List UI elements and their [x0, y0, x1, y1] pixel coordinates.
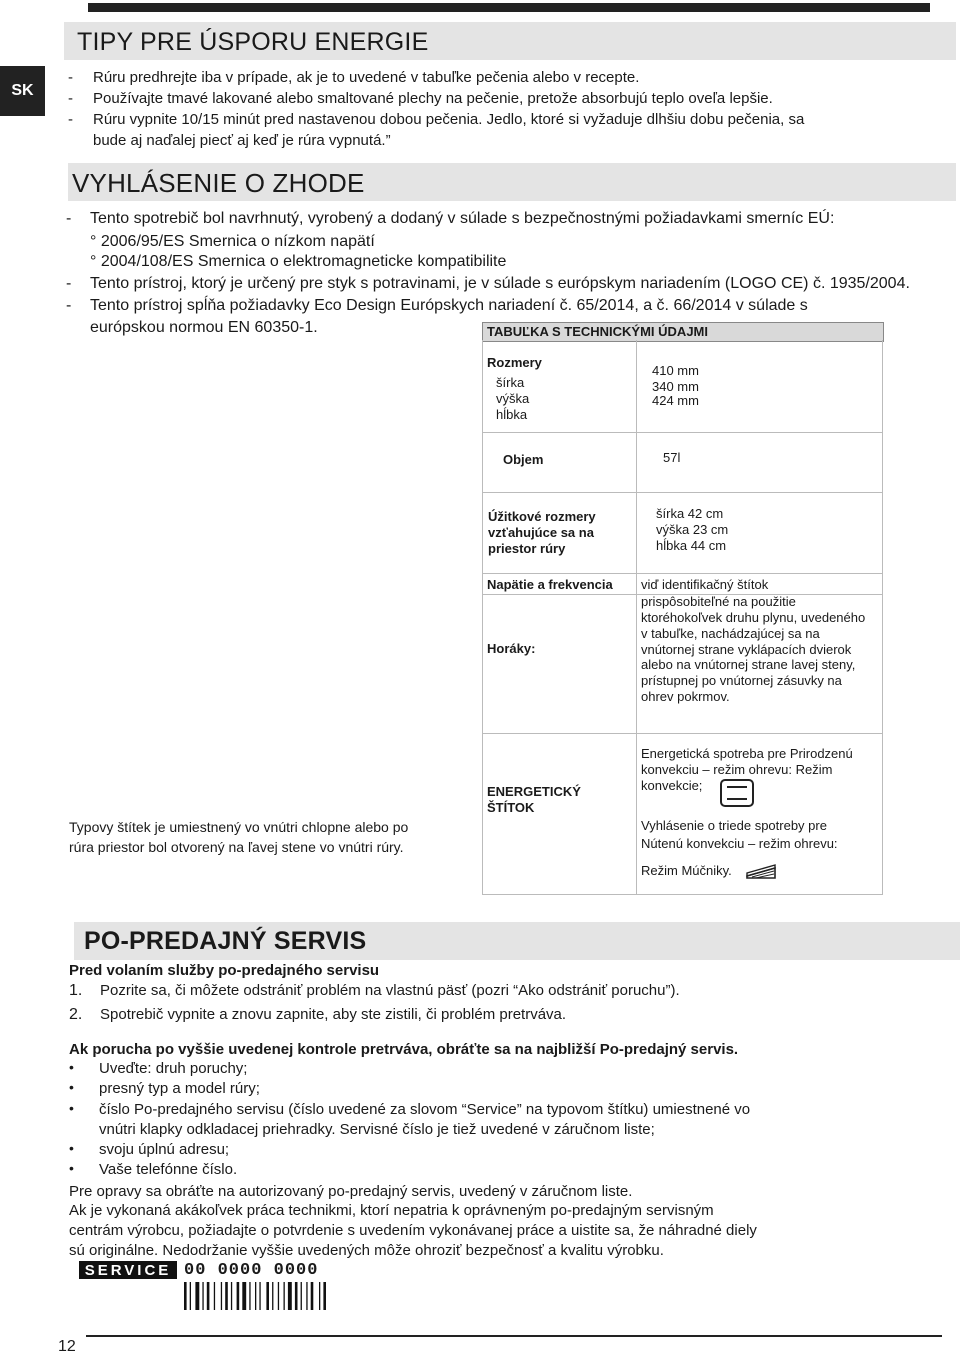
table-row-divider [482, 573, 882, 574]
table-left-border [482, 340, 483, 895]
energy-label-2: ŠTÍTOK [487, 800, 535, 815]
plate-note-2: rúra priestor bol otvorený na ľavej stene vo vnútri rúry. [69, 839, 404, 855]
decl-line-3: Tento prístroj spĺňa požiadavky Eco Design Európskych nariadení č. 65/2014, a č. 66/2014 v súlade s [90, 297, 808, 314]
tip-dash: - [68, 111, 73, 128]
bullet-dot: • [69, 1160, 74, 1176]
bullet-dot: • [69, 1079, 74, 1095]
table-row-divider [482, 733, 882, 734]
energy-value-1: Energetická spotreba pre Prirodzenú [641, 746, 853, 761]
uzitkove-value-3: hĺbka 44 cm [656, 538, 727, 553]
service-number: 00 0000 0000 [184, 1261, 319, 1280]
decl-directive-1-text: 2006/95/ES Smernica o nízkom napätí [100, 233, 375, 250]
horaky-line-5: alebo na vnútornej strane lavej steny, [641, 657, 856, 672]
pastry-mode-icon [744, 856, 778, 882]
horaky-line-3: v tabuľke, nachádzajúcej sa na [641, 626, 820, 641]
napatie-label: Napätie a frekvencia [487, 577, 613, 592]
tech-table-title: TABUĽKA S TECHNICKÝMI ÚDAJMI [487, 324, 708, 339]
horaky-line-6: prístupnej po vnútornej zásuvky na [641, 673, 842, 688]
table-right-border [882, 340, 883, 895]
bullet-1: Uveďte: druh poruchy; [99, 1060, 248, 1077]
uzitkove-value-1: šírka 42 cm [656, 506, 724, 521]
service-para-1: Pre opravy sa obráťte na autorizovaný po-predajný servis, uvedený v záručnom liste. [69, 1183, 633, 1200]
uzitkove-label-1: Úžitkové rozmery [488, 509, 596, 524]
tip-3-cont: bude aj naďalej piecť aj keď je rúra vypnutá.” [93, 132, 391, 149]
energy-label-1: ENERGETICKÝ [487, 784, 581, 799]
table-column-divider [636, 340, 637, 895]
energy-value-5: Nútenú konvekciu – režim ohrevu: [641, 836, 838, 851]
horaky-label: Horáky: [487, 641, 536, 656]
energy-value-3: konvekcie; [641, 778, 703, 793]
bullet-3: číslo Po-predajného servisu (číslo uvedené za slovom “Service” na typovom štítku) umiestnené vo [99, 1101, 751, 1118]
service-subtitle: Pred volaním služby po-predajného servisu [69, 962, 380, 979]
tip-dash: - [68, 90, 73, 107]
dim-width-label: šírka [496, 375, 525, 390]
decl-dash: - [66, 275, 72, 292]
table-bottom-border [482, 894, 882, 895]
service-para-2a: Ak je vykonaná akákoľvek práca technikmi, ktorí nepatria k oprávneným po-predajným servisným [69, 1202, 714, 1219]
step-2-text: Spotrebič vypnite a znovu zapnite, aby ste zistili, či problém pretrváva. [100, 1006, 567, 1023]
decl-line-3-cont: európskou normou EN 60350-1. [90, 319, 318, 336]
decl-directive-2-text: 2004/108/ES Smernica o elektromagneticke kompatibilite [100, 253, 507, 270]
energy-value-2: konvekciu – režim ohrevu: Režim [641, 762, 833, 777]
uzitkove-value-2: výška 23 cm [656, 522, 729, 537]
bullet-5: Vaše telefónne číslo. [99, 1161, 238, 1178]
page-number: 12 [58, 1338, 76, 1355]
tip-3: Rúru vypnite 10/15 minút pred nastavenou dobou pečenia. Jedlo, ktoré si vyžaduje dlhšiu dobu pečenia, sa [93, 111, 805, 128]
contact-heading: Ak porucha po vyššie uvedenej kontrole pretrváva, obráťte sa na najbližší Po-predajný servis. [69, 1041, 739, 1058]
bullet-2: presný typ a model rúry; [99, 1080, 260, 1097]
bullet-dot: • [69, 1100, 74, 1116]
decl-directive-1: ° 2006/95/ES Smernica o nízkom napätí [90, 233, 375, 250]
tip-2: Používajte tmavé lakované alebo smaltované plechy na pečenie, pretože absorbujú teplo oveľa lepšie. [93, 90, 773, 107]
horaky-line-4: vnútornej strane vyklápacích dvierok [641, 642, 852, 657]
bullet-dot: • [69, 1059, 74, 1075]
service-para-2b: centrám výrobcu, požiadajte o potvrdenie s uvedením vykonávanej práce a uistite sa, že náhradné diely [69, 1222, 757, 1239]
objem-value: 57l [663, 450, 681, 465]
uzitkove-label-3: priestor rúry [488, 541, 566, 556]
service-title: PO-PREDAJNÝ SERVIS [84, 927, 367, 955]
service-para-2c: sú originálne. Nedodržanie vyššie uvedených môže ohroziť bezpečnosť a kvalitu výrobku. [69, 1242, 664, 1259]
energy-tips-title: TIPY PRE ÚSPORU ENERGIE [77, 28, 429, 56]
convection-oven-icon [720, 779, 754, 807]
decl-dash: - [66, 210, 72, 227]
horaky-line-2: ktoréhokoľvek druhu plynu, uvedeného [641, 610, 866, 625]
step-1-text: Pozrite sa, či môžete odstrániť problém na vlastnú päsť (pozri “Ako odstrániť poruchu”). [100, 982, 680, 999]
step-2-number: 2. [69, 1006, 83, 1023]
horaky-line-7: ohrev pokrmov. [641, 689, 730, 704]
language-tab: SK [0, 66, 45, 116]
napatie-value: viď identifikačný štítok [641, 577, 769, 592]
bullet-dot: • [69, 1140, 74, 1156]
barcode-icon [184, 1282, 352, 1310]
decl-line-1: Tento spotrebič bol navrhnutý, vyrobený a dodaný v súlade s bezpečnostnými požiadavkami smerníc EÚ: [90, 210, 835, 227]
bullet-3-cont: vnútri klapky odkladacej priehradky. Servisné číslo je tiež uvedené v záručnom liste; [99, 1121, 655, 1138]
dim-depth-label: hĺbka [496, 407, 528, 422]
bullet-4: svoju úplnú adresu; [99, 1141, 230, 1158]
declaration-title: VYHLÁSENIE O ZHODE [72, 168, 365, 198]
tip-dash: - [68, 69, 73, 86]
service-label-badge: SERVICE [79, 1261, 177, 1279]
decl-directive-2: ° 2004/108/ES Smernica o elektromagneticke kompatibilite [90, 253, 507, 270]
tip-1: Rúru predhrejte iba v prípade, ak je to uvedené v tabuľke pečenia alebo v recepte. [93, 69, 640, 86]
table-row-divider [482, 492, 882, 493]
top-rule [88, 3, 930, 12]
rozmery-label: Rozmery [487, 355, 542, 370]
uzitkove-label-2: vzťahujúce sa na [488, 525, 594, 540]
table-row-divider [482, 432, 882, 433]
energy-value-4: Vyhlásenie o triede spotreby pre [641, 818, 827, 833]
step-1-number: 1. [69, 982, 83, 999]
dim-width-value: 410 mm [652, 363, 699, 378]
decl-line-2: Tento prístroj, ktorý je určený pre styk s potravinami, je v súlade s európskym nariadením (LOGO CE) č. 1935/2004. [90, 275, 910, 292]
dim-height-label: výška [496, 391, 530, 406]
decl-dash: - [66, 297, 72, 314]
dim-depth-value: 424 mm [652, 393, 699, 408]
objem-label: Objem [503, 452, 544, 467]
horaky-line-1: prispôsobiteľné na použitie [641, 594, 796, 609]
plate-note-1: Typovy štítek je umiestnený vo vnútri chlopne alebo po [69, 819, 409, 835]
dim-height-value: 340 mm [652, 379, 699, 394]
footer-rule [86, 1335, 942, 1337]
energy-value-6: Režim Múčniky. [641, 863, 732, 878]
